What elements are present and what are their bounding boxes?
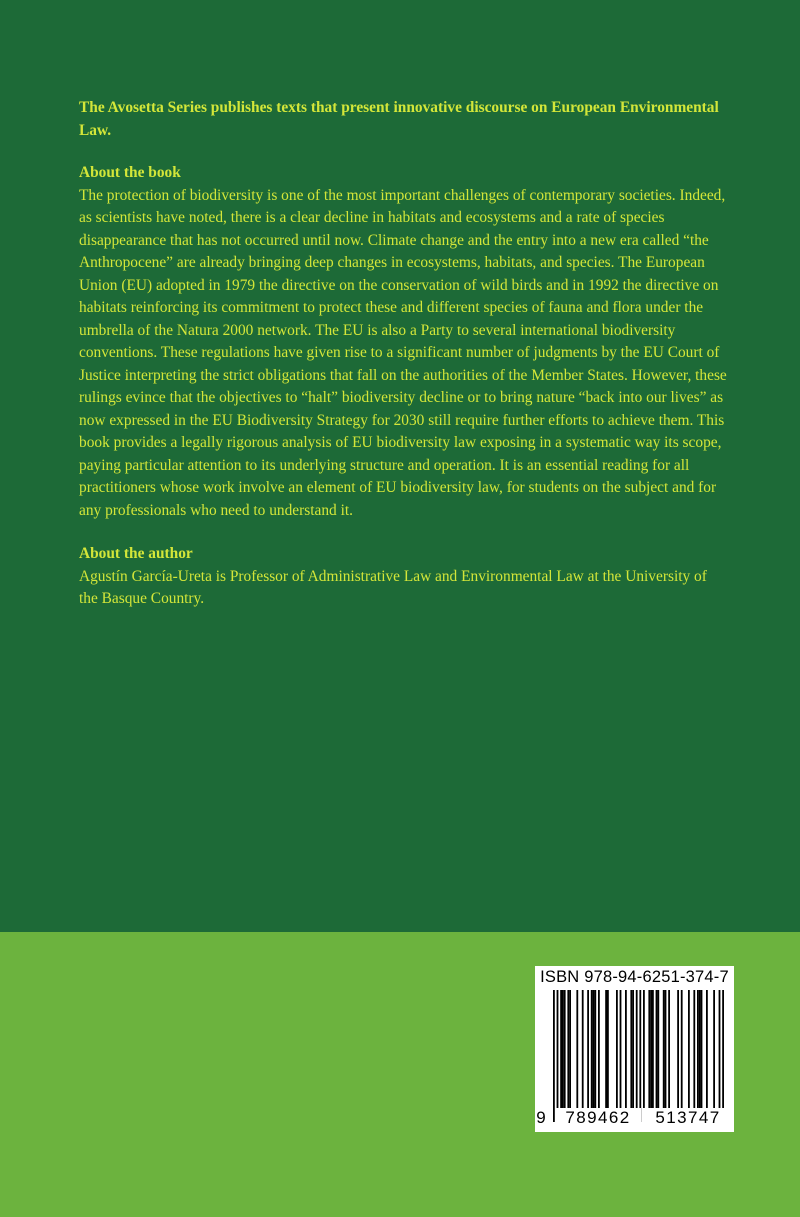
about-book-section [79, 162, 729, 522]
series-note: The Avosetta Series publishes texts that present innovative discourse on European Environmental Law. [79, 99, 719, 139]
barcode-bars [543, 990, 733, 1126]
barcode-bar [719, 990, 721, 1122]
about-author-section [79, 543, 729, 611]
barcode-bar [598, 990, 600, 1108]
barcode-bar [553, 990, 555, 1122]
about-author-text: Agustín García-Ureta is Professor of Administrative Law and Environmental Law at the University of the Basque Country. [79, 567, 707, 607]
barcode-bar [639, 990, 641, 1122]
barcode-bar [697, 990, 699, 1108]
barcode-bar [656, 990, 658, 1108]
isbn-barcode [535, 966, 734, 1132]
barcode-bar [616, 990, 618, 1108]
barcode-bar [657, 990, 659, 1108]
barcode-bar [643, 990, 645, 1108]
barcode-bar [652, 990, 654, 1108]
barcode-bar [630, 990, 632, 1108]
about-book-heading: About the book [79, 164, 181, 181]
barcode-bar [557, 990, 559, 1122]
barcode-bar [560, 990, 562, 1108]
barcode-bar [607, 990, 609, 1108]
barcode-bar [706, 990, 708, 1108]
barcode-bar [591, 990, 593, 1108]
barcode-bar [693, 990, 695, 1108]
barcode-bar [668, 990, 670, 1108]
barcode-bar [587, 990, 589, 1108]
barcode-bar [722, 990, 724, 1122]
ean-right-digits: 513747 [645, 1108, 731, 1128]
barcode-bar [593, 990, 595, 1108]
barcode-bar [699, 990, 701, 1108]
barcode-bar [605, 990, 607, 1108]
barcode-bar [582, 990, 584, 1108]
barcode-bar [562, 990, 564, 1108]
barcode-bar [665, 990, 667, 1108]
barcode-bar [625, 990, 627, 1108]
barcode-bar [663, 990, 665, 1108]
barcode-bar [713, 990, 715, 1108]
about-author-heading: About the author [79, 545, 193, 562]
about-book-text: The protection of biodiversity is one of the most important challenges of contemporary societies. Indeed, as scientists have noted, there is a clear decline in habitats and ecosystems and a rate of species disappearance that has not occurred until now. Climate change and the entry into a new era called “the Anthropocene” are already bringing deep changes in ecosystems, habitats, and species. The European Union (EU) adopted in 1979 the directive on the conservation of wild birds and in 1992 the directive on habitats reinforcing its commitment to protect these and different species of fauna and flora under the umbrella of the Natura 2000 network. The EU is also a Party to several international biodiversity conventions. These regulations have given rise to a significant number of judgments by the EU Court of Justice interpreting the strict obligations that fall on the authorities of the Member States. However, these rulings evince that the objectives to “halt” biodiversity decline or to bring nature “back into our lives” as now expressed in the EU Biodiversity Strategy for 2030 still require further efforts to achieve them. This book provides a legally rigorous analysis of EU biodiversity law exposing in a systematic way its scope, paying particular attention to its underlying structure and operation. It is an essential reading for all practitioners whose work involve an element of EU biodiversity law, for students on the subject and for any professionals who need to understand it. [79, 186, 727, 519]
ean-first-digit: 9 [536, 1108, 546, 1127]
barcode-bar [688, 990, 690, 1108]
back-cover-text [79, 97, 729, 611]
ean-left-digits: 789462 [555, 1108, 641, 1128]
barcode-bar [569, 990, 571, 1108]
barcode-bar [677, 990, 679, 1108]
barcode-bar [648, 990, 650, 1108]
barcode-bar [636, 990, 638, 1122]
barcode-bar [632, 990, 634, 1108]
barcode-bar [567, 990, 569, 1108]
barcode-bar [681, 990, 683, 1108]
barcode-bar [576, 990, 578, 1108]
barcode-bar [564, 990, 566, 1108]
barcode-bar [594, 990, 596, 1108]
isbn-label: ISBN 978-94-6251-374-7 [540, 968, 729, 986]
barcode-bar [620, 990, 622, 1108]
barcode-bar [650, 990, 652, 1108]
barcode-bar [701, 990, 703, 1108]
